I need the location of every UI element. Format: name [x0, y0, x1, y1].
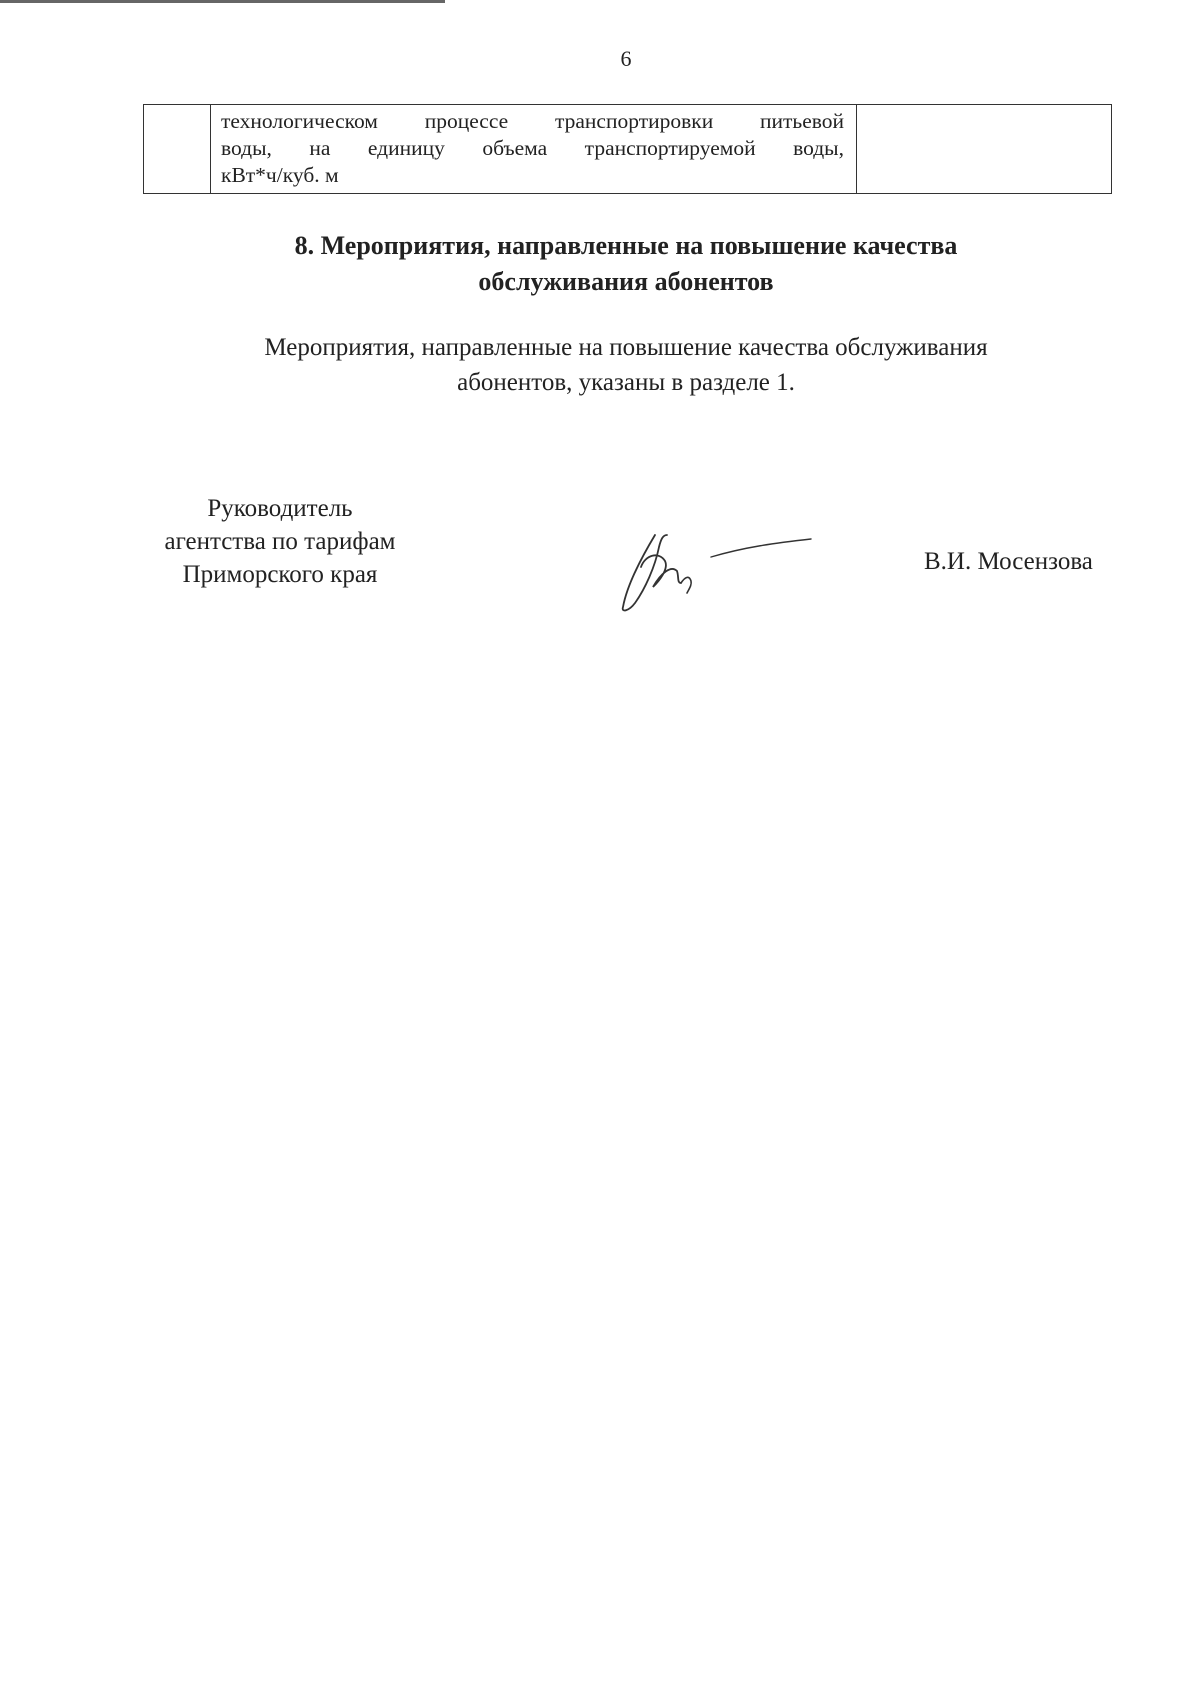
table-cell-text-content	[211, 105, 856, 189]
signatory-position-line: агентства по тарифам	[164, 528, 396, 555]
section-heading	[0, 228, 1200, 300]
section-heading-line: обслуживания абонентов	[478, 267, 774, 296]
section-body-line: Мероприятия, направленные на повышение качества обслуживания	[264, 334, 988, 361]
data-table	[143, 104, 1112, 194]
section-body-line: абонентов, указаны в разделе 1.	[457, 369, 795, 396]
table-cell-number	[144, 105, 211, 194]
section-body	[0, 330, 1200, 400]
table-text-line: воды, на единицу объема транспортируемой воды,	[221, 136, 844, 160]
table-text-line: технологическом процессе транспортировки питьевой	[221, 109, 844, 133]
page-number: 6	[620, 46, 632, 71]
signatory-position-line: Приморского края	[182, 561, 378, 588]
table-text-line: кВт*ч/куб. м	[221, 163, 339, 187]
scan-edge-mark	[0, 0, 445, 3]
table-cell-text	[211, 105, 857, 194]
handwritten-signature	[615, 515, 815, 615]
signatory-position-line: Руководитель	[207, 495, 353, 522]
section-heading-line: 8. Мероприятия, направленные на повышение качества	[294, 231, 958, 260]
table-cell-value	[857, 105, 1112, 194]
table-row	[144, 105, 1112, 194]
signatory-name: В.И. Мосензова	[924, 548, 1093, 575]
signatory-position	[120, 492, 440, 591]
